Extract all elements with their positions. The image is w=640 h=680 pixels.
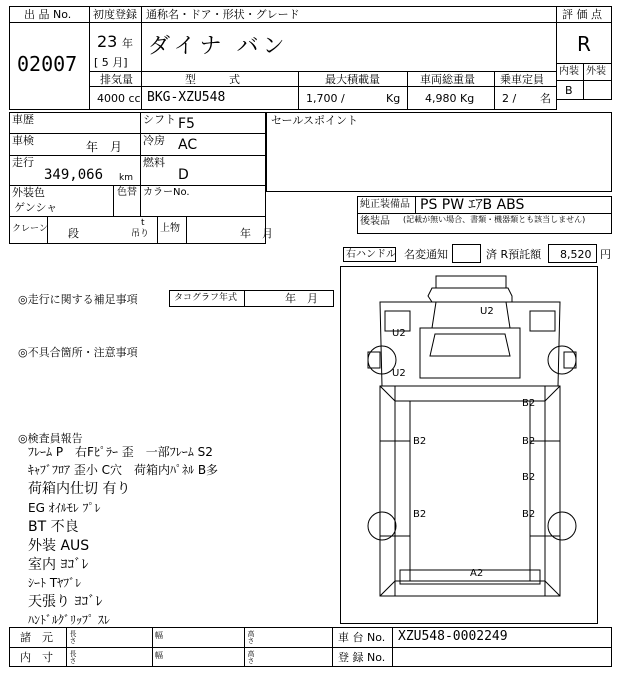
history-label: 車歴: [12, 113, 34, 126]
inspector-line: ｼｰﾄ Tﾔﾌﾞﾚ: [28, 576, 82, 590]
tacho-label: タコグラフ年式: [174, 293, 238, 303]
windshield: [432, 302, 510, 328]
damage-mark: B2: [413, 509, 427, 520]
reg-month: [ 5 月]: [94, 56, 128, 69]
interior-label: 内装: [559, 66, 579, 77]
defects-label: ◎不具合箇所・注意事項: [18, 346, 138, 359]
damage-mark: B2: [522, 398, 536, 409]
max-load-unit: Kg: [386, 92, 401, 105]
rear-right-wheel: [548, 512, 576, 540]
equipment-value: PS PW ｴｱB ABS: [420, 197, 525, 213]
mileage-value: 349,066: [44, 167, 104, 183]
name-change-box: [452, 244, 481, 263]
max-load-label: 最大積載量: [325, 73, 380, 86]
inspector-line: 外装 AUS: [28, 538, 90, 554]
inner-dims-label: 内 寸: [20, 651, 53, 664]
selling-points-label: セールスポイント: [271, 114, 359, 127]
ac-value: AC: [178, 137, 198, 153]
truck-diagram-svg: [340, 266, 598, 624]
fuel-label: 燃料: [143, 156, 165, 169]
color-label: 外装色: [12, 186, 45, 199]
reg-year-unit: 年: [122, 37, 133, 50]
damage-mark: B2: [522, 509, 536, 520]
capacity-label: 乗車定員: [500, 73, 544, 86]
interior-grade: B: [565, 84, 573, 97]
inspector-line: ﾌﾚｰﾑ P 右Fﾋﾟﾗｰ 歪 一部ﾌﾚｰﾑ S2: [28, 445, 213, 459]
aftermarket-note: (記載が無い場合、書類・機器類とも該当しません): [403, 215, 586, 224]
inspection-label: 車検: [12, 134, 34, 147]
lot-number: 02007: [17, 52, 78, 76]
shift-value: F5: [178, 116, 195, 132]
dims-height-label: 高さ: [247, 630, 255, 644]
recycle-amount: 8,520: [560, 248, 592, 261]
damage-mark: B2: [522, 436, 536, 447]
max-load-value: 1,700 /: [306, 92, 345, 105]
capacity-value: 2 /: [502, 92, 517, 105]
damage-mark: U2: [392, 368, 406, 379]
dims-length-label: 長さ: [69, 630, 77, 644]
inspector-line: ﾊﾝﾄﾞﾙｸﾞﾘｯﾌﾟ ｽﾚ: [28, 613, 110, 627]
overall-grade: R: [577, 32, 591, 56]
crane-stage: 段: [68, 227, 79, 240]
model-code: BKG-XZU548: [147, 90, 226, 105]
crane-hang: 吊り: [131, 229, 150, 239]
mileage-unit: km: [119, 173, 133, 183]
inner-width-label: 幅: [155, 651, 163, 660]
dims-label: 諸 元: [20, 631, 53, 644]
grade-label: 評 価 点: [562, 8, 602, 21]
fuel-value: D: [178, 167, 189, 183]
color-value: ゲンシャ: [14, 201, 58, 214]
inspector-line: EG ｵｲﾙﾓﾚ ﾌﾟﾚ: [28, 501, 101, 515]
shift-label: シフト: [143, 113, 176, 126]
crane-label: クレーン: [12, 224, 48, 234]
inspector-line: 天張り ﾖｺﾞﾚ: [28, 594, 103, 610]
displacement-label: 排気量: [100, 73, 133, 86]
inspector-line: BT 不良: [28, 519, 79, 535]
cab-roof: [436, 276, 506, 288]
registration-label: 登 録 No.: [338, 651, 386, 664]
damage-mark: B2: [413, 436, 427, 447]
lift-value: 年 月: [240, 227, 273, 240]
capacity-unit: 名: [540, 92, 551, 105]
aftermarket-label: 後装品: [360, 216, 390, 227]
model-desc-label: 通称名・ドア・形状・グレード: [146, 8, 300, 21]
recycle-label: 済 R預託額: [486, 248, 542, 261]
recycle-unit: 円: [600, 248, 611, 261]
cab-outline: [428, 288, 512, 302]
color-no-label: カラーNo.: [143, 187, 190, 198]
exterior-label: 外装: [586, 66, 606, 77]
model-label: 型 式: [185, 73, 240, 86]
lot-label: 出 品 No.: [24, 8, 72, 21]
chassis-number: XZU548-0002249: [398, 629, 508, 644]
inspector-line: ｷｬﾌﾞﾌﾛｱ 歪小 C穴 荷箱内ﾊﾟﾈﾙ B多: [28, 463, 219, 477]
inspector-label: ◎検査員報告: [18, 432, 83, 445]
inspector-line: 荷箱内仕切 有り: [28, 481, 131, 497]
steering-value: 右ハンドル: [346, 249, 396, 260]
equipment-label: 純正装備品: [360, 199, 410, 210]
first-reg-label: 初度登録: [93, 8, 137, 21]
lift-label: 上物: [160, 223, 180, 234]
damage-mark: B2: [522, 472, 536, 483]
damage-mark: U2: [480, 306, 494, 317]
inspection-value: 年 月: [86, 140, 123, 154]
tacho-value: 年 月: [285, 292, 318, 305]
inspector-line: 室内 ﾖｺﾞﾚ: [28, 557, 89, 573]
ac-label: 冷房: [143, 134, 165, 147]
gross-weight-value: 4,980 Kg: [425, 92, 475, 105]
displacement-value: 4000 cc: [97, 92, 141, 105]
damage-mark: A2: [470, 568, 484, 579]
cargo-box-outline: [380, 386, 560, 596]
crane-ton: t: [141, 218, 145, 228]
chassis-label: 車 台 No.: [338, 631, 386, 644]
damage-mark: U2: [392, 328, 406, 339]
cab-body: [380, 302, 560, 386]
inner-height-label: 高さ: [247, 650, 255, 664]
mileage-label: 走行: [12, 156, 34, 169]
vehicle-name: ダイナ バン: [148, 34, 289, 59]
reg-year: 23: [97, 32, 118, 51]
name-change-label: 名変通知: [404, 248, 448, 261]
gross-weight-label: 車両総重量: [420, 73, 475, 86]
front-right-wheel: [548, 346, 576, 374]
color-change-label: 色替: [117, 187, 137, 198]
inner-length-label: 長さ: [69, 650, 77, 664]
supplement-label: ◎走行に関する補足事項: [18, 293, 138, 306]
dims-width-label: 幅: [155, 631, 163, 640]
